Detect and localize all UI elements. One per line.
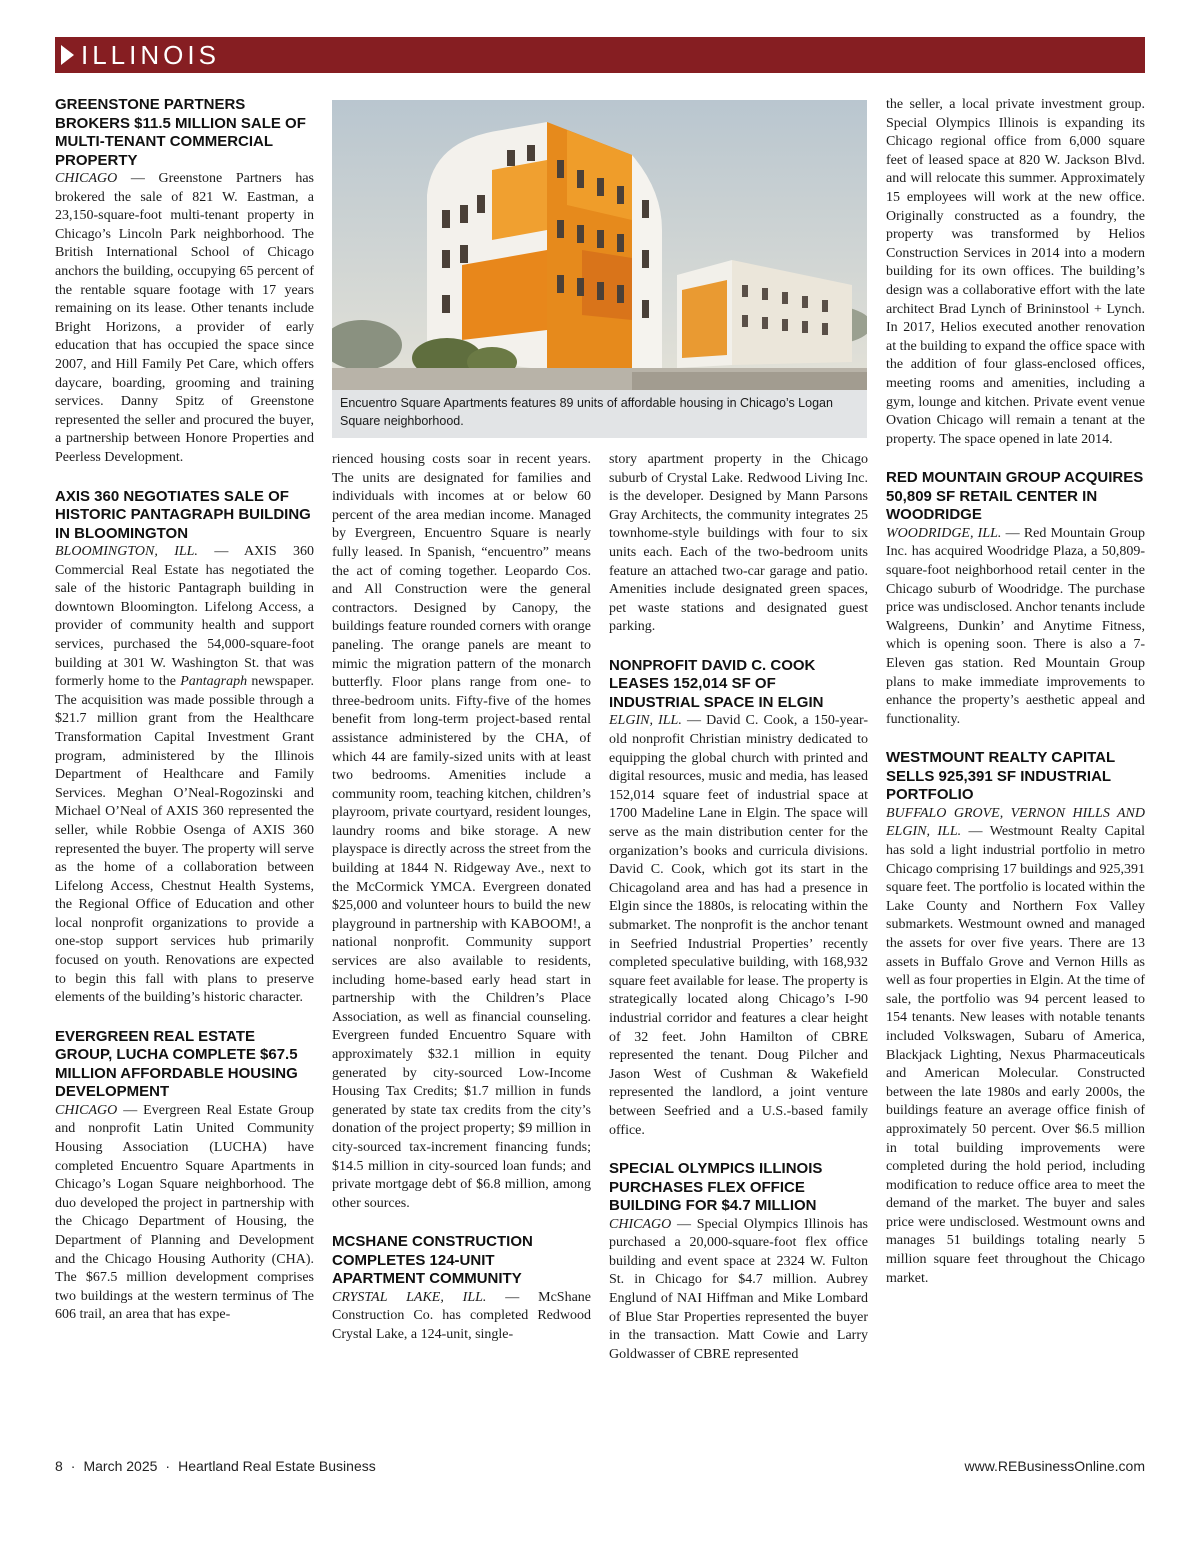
story-body: ELGIN, ILL. — David C. Cook, a 150-year-old nonprofit Christian ministry dedicated to equipping the global church with printed and digital resources, music and media, has leased 152,014 square feet of industrial space at 1700 Madeline Lane in Elgin. The space will serve as the main distribution center for the organization’s books and curricula divisions. David C. Cook, which got its start in the Chicagoland area and has had a presence in Elgin since the 1880s, is relocating within the submarket. The nonprofit is the anchor tenant in Seefried Industrial Properties’ recently completed speculative building, with 168,932 square feet available for lease. The property is strategically located along Chicago’s I-90 industrial corridor and features a clear height of 32 feet. John Hamilton of CBRE represented the tenant. Doug Pilcher and Jason West of Cushman & Wakefield represented the landlord, a joint venture between Seefried and a U.S.-based family office. [609,713,868,1138]
arrow-right-icon [61,45,74,65]
photo-caption: Encuentro Square Apartments features 89 units of affordable housing in Chicago’s Logan Square neighborhood. [340,396,833,428]
story-headline: NONPROFIT DAVID C. COOK LEASES 152,014 SF OF INDUSTRIAL SPACE IN ELGIN [609,656,824,711]
story-body: BUFFALO GROVE, VERNON HILLS AND ELGIN, ILL. — Westmount Realty Capital has sold a light industrial portfolio in metro Chicago comprising 17 buildings and 925,391 square feet. The portfolio is located within the Lake County and Northern Fox Valley submarkets. Westmount owned and managed the assets for over five years. There are 13 assets in Buffalo Grove and Vernon Hills as well as four properties in Elgin. At the time of sale, the portfolio was 94 percent leased to 154 tenants. New leases with notable tenants included Volkswagen, Subaru of America, Blackjack Lighting, Nexus Pharmaceuticals and American Molecular. Constructed between the late 1980s and early 2000s, the buildings feature an average office finish of approximately 50 percent. Over $6.5 million in total building improvements were completed during the hold period, including modification to reduce office area to meet the demand of the market. The buyer and sales price were undisclosed. Westmount owns and manages 51 buildings totaling nearly 5 million square feet throughout the Chicago market. [886,805,1146,1286]
dateline: CRYSTAL LAKE, ILL. [332,1289,487,1305]
column-1 [55,96,314,1345]
column-2 [332,451,591,1365]
publication-name: Heartland Real Estate Business [178,1458,376,1474]
photo-figure [332,100,867,438]
story-body: CHICAGO — Special Olympics Illinois has purchased a 20,000-square-foot flex office building and event space at 2324 W. Fulton St. in Chicago for $4.7 million. Aubrey Englund of NAI Hiffman and Mike Lombard of Blue Star Properties represented the buyer in the transaction. Matt Cowie and Larry Goldwasser of CBRE represented [609,1216,868,1362]
story-westmount [886,749,1145,1288]
story-headline: GREENSTONE PARTNERS BROKERS $11.5 MILLION SALE OF MULTI-TENANT COMMERCIAL PROPERTY [55,96,306,169]
story-headline: MCSHANE CONSTRUCTION COMPLETES 124-UNIT APARTMENT COMMUNITY [332,1233,533,1288]
story-mcshane-continued [609,451,868,637]
page-footer [55,1458,1145,1478]
website-link[interactable]: www.REBusinessOnline.com [964,1458,1145,1474]
building-photo [332,100,867,390]
column-4 [886,96,1145,1308]
dateline: WOODRIDGE, ILL. [886,525,1002,541]
story-david-c-cook [609,657,868,1140]
page-number: 8 [55,1458,63,1474]
story-special-olympics-continued [886,96,1145,449]
dateline: CHICAGO [55,171,118,186]
story-body: WOODRIDGE, ILL. — Red Mountain Group Inc. has acquired Woodridge Plaza, a 50,809-square-foot neighborhood retail center in the Chicago suburb of Woodridge. The purchase price was undisclosed. Anchor tenants include Walgreens, Dunkin’ and Anytime Fitness, which is opening soon. There is also a 7-Eleven gas station. Red Mountain Group plans to make immediate improvements to enhance the property’s aesthetic appeal and functionality. [886,525,1145,727]
story-greenstone [55,96,314,468]
story-headline: EVERGREEN REAL ESTATE GROUP, LUCHA COMPLETE $67.5 MILLION AFFORDABLE HOUSING DEVELOPMENT [55,1027,298,1101]
story-body: BLOOMINGTON, ILL. — AXIS 360 Commercial Real Estate has negotiated the sale of the historic Pantagraph building in downtown Bloomington. Lifelong Access, a provider of community health and support services, purchased the 54,000-square-foot building at 301 W. Washington St. that was formerly home to the Pantagraph newspaper. The acquisition was made possible through a $21.7 million grant from the Healthcare Transformation Capital Investment Grant program, administered by the Illinois Department of Healthcare and Family Services. Meghan O’Neal-Rogozinski and Michael O’Neal of AXIS 360 represented the seller, while Robbie Osenga of AXIS 360 represented the buyer. The property will serve as the home of a collaboration between Lifelong Access, Chestnut Health Systems, the Regional Office of Education and other local nonprofit organizations to provide a one-stop support services hub primarily focused on youth. Renovations are expected to begin this fall with plans to preserve elements of the building’s historic character. [55,544,315,1006]
story-special-olympics [609,1160,868,1364]
story-body: CHICAGO — Evergreen Real Estate Group and nonprofit Latin United Community Housing Association (LUCHA) have completed Encuentro Square Apartments in Chicago’s Logan Square neighborhood. The duo developed the project in partnership with the Chicago Department of Housing, the Department of Planning and Development and the Chicago Housing Authority (CHA). The $67.5 million development comprises two buildings at the western terminus of The 606 trail, an area that has expe- [55,1102,314,1323]
section-banner [55,37,1145,73]
story-body: story apartment property in the Chicago suburb of Crystal Lake. Redwood Living Inc. is the developer. Designed by Mann Parsons Gray Architects, the community integrates 25 townhome-style buildings with four to six units each. Each of the two-bedroom units feature an attached two-car garage and patio. Amenities include designated green spaces, pet waste stations and designated guest parking. [609,452,868,635]
dateline: ELGIN, ILL. [609,713,682,729]
dateline: BUFFALO GROVE, VERNON HILLS AND ELGIN, ILL. [886,805,1145,840]
dateline: CHICAGO [55,1102,118,1118]
story-headline: RED MOUNTAIN GROUP ACQUIRES 50,809 SF RETAIL CENTER IN WOODRIDGE [886,469,1144,524]
story-body: rienced housing costs soar in recent years. The units are designated for families and individuals with incomes at or below 60 percent of the area median income. Managed by Evergreen, Encuentro Square is nearly fully leased. In Spanish, “encuentro” means the act of coming together. Leopardo Cos. and All Construction were the general contractors. Designed by Canopy, the buildings feature rounded corners with orange paneling. The orange panels are meant to mimic the migration pattern of the monarch butterfly. Floor plans range from one- to three-bedroom units. Fifty-five of the homes benefit from long-term project-based rental assistance administered by the CHA, of which 44 are family-sized units with at least two bedrooms. Amenities include a community room, teaching kitchen, children’s playroom, private courtyard, resident lounges, laundry rooms and bike storage. A new playspace is directly across the street from the building at 1844 N. Ridgeway Ave., next to the McCormick YMCA. Evergreen donated $25,000 and volunteer hours to build the new playground in partnership with KABOOM!, a national nonprofit. Community support services are also available to residents, including home-based early head start in partnership with the Children’s Place Association, as well as financial counseling. Evergreen funded Encuentro Square with approximately $32.1 million in equity generated by city-sourced Low-Income Housing Tax Credits; $1.7 million in funds generated by state tax credits from the city’s donation of the project property; $9 million in city-sourced tax-increment financing funds; $14.5 million in city-sourced loan funds; and private mortgage debt of $6.8 million, among other sources. [332,452,591,1211]
story-body: CRYSTAL LAKE, ILL. — McShane Construction Co. has completed Redwood Crystal Lake, a 124-unit, single- [332,1289,591,1343]
story-body: the seller, a local private investment group. Special Olympics Illinois is expanding its Chicago regional office from 6,000 square feet of leased space at 820 W. Jackson Blvd. and will relocate this summer. Approximately 15 employees will work at the new office. Originally constructed as a foundry, the property was transformed by Helios Construction Services in 2014 into a modern building for its own offices. The building’s design was a collaborative effort with the late architect Brad Lynch of Brininstool + Lynch. In 2017, Helios executed another renovation at the building to expand the office space with the addition of four glass-enclosed offices, meeting rooms and amenities, including a gym, lounge and kitchen. Private event venue Ovation Chicago will remain a tenant at the property. The space opened in late 2014. [886,97,1145,447]
column-3 [609,451,868,1384]
story-headline: WESTMOUNT REALTY CAPITAL SELLS 925,391 SF INDUSTRIAL PORTFOLIO [886,749,1115,804]
dateline: CHICAGO [609,1216,672,1232]
section-title: ILLINOIS [81,40,220,70]
story-headline: AXIS 360 NEGOTIATES SALE OF HISTORIC PANTAGRAPH BUILDING IN BLOOMINGTON [55,487,311,542]
story-axis-360 [55,488,314,1008]
story-mcshane [332,1233,591,1344]
story-evergreen [55,1028,314,1325]
story-headline: SPECIAL OLYMPICS ILLINOIS PURCHASES FLEX OFFICE BUILDING FOR $4.7 MILLION [609,1160,823,1215]
story-evergreen-continued [332,451,591,1213]
footer-left: 8 · March 2025 · Heartland Real Estate Business [55,1458,376,1474]
issue-date: March 2025 [83,1458,158,1474]
dateline: BLOOMINGTON, ILL. [55,544,198,559]
story-red-mountain [886,469,1145,729]
story-body: CHICAGO — Greenstone Partners has brokered the sale of 821 W. Eastman, a 23,150-square-foot multi-tenant property in Chicago’s Lincoln Park neighborhood. The British International School of Chicago anchors the building, occupying 65 percent of the rentable square footage with 17 years remaining on its lease. Other tenants include Bright Horizons, a provider of early education that has occupied the space since 2007, and Hill Family Pet Care, which offers daycare, boarding, grooming and training services. Danny Spitz of Greenstone represented the seller and procured the buyer, a partnership between Honore Properties and Peerless Development. [55,171,314,465]
